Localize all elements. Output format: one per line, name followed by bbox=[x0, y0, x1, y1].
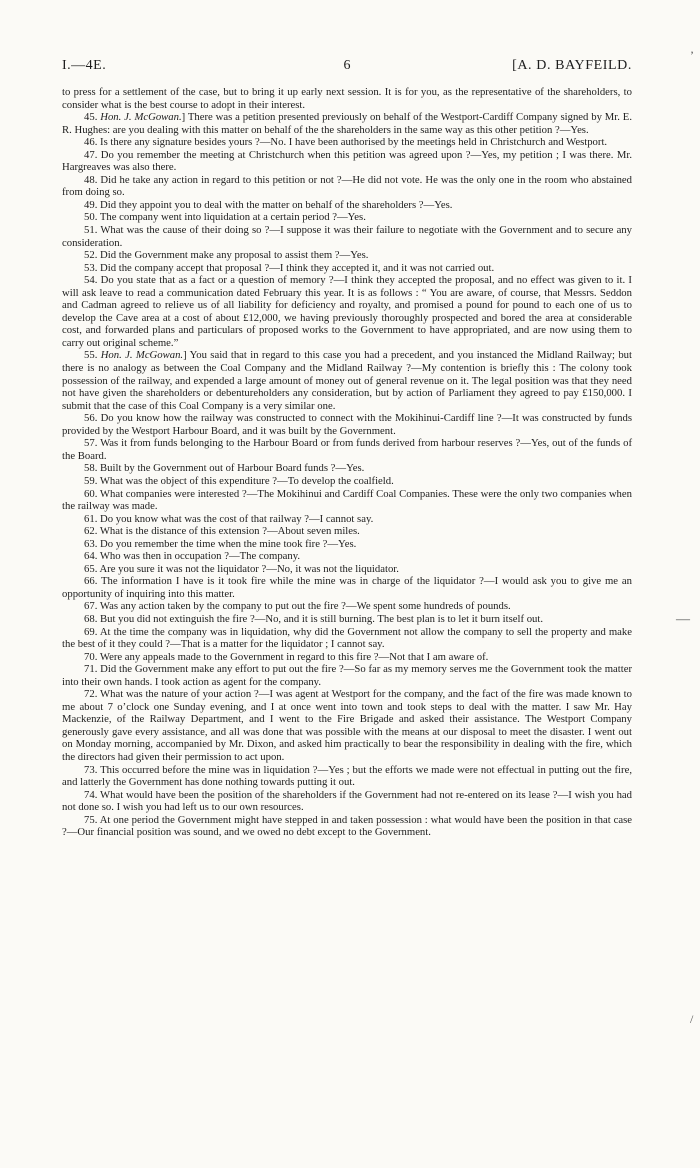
question-number: 68. bbox=[84, 612, 98, 625]
paragraph bbox=[62, 764, 632, 789]
paragraph-text: Was any action taken by the company to put out the fire ?—We spent some hundreds of pounds. bbox=[99, 600, 511, 613]
paragraph-text: Did the company accept that proposal ?—I think they accepted it, and it was not carried out. bbox=[100, 261, 495, 274]
question-number: 52. bbox=[84, 249, 98, 262]
paragraph-text: What was the cause of their doing so ?—I suppose it was their failure to negotiate with the Government and to secure any consideration. bbox=[62, 224, 632, 249]
paragraph bbox=[62, 349, 632, 412]
paragraph-text: Do you know what was the cost of that railway ?—I cannot say. bbox=[100, 512, 374, 525]
question-number: 73. bbox=[84, 763, 98, 776]
question-number: 47. bbox=[84, 148, 98, 161]
paragraph bbox=[62, 174, 632, 199]
question-number: 53. bbox=[84, 261, 98, 274]
paragraph bbox=[62, 789, 632, 814]
paragraph-text: Are you sure it was not the liquidator ?—No, it was not the liquidator. bbox=[99, 562, 399, 575]
speaker-name: Hon. J. McGowan. bbox=[100, 349, 184, 362]
paragraph-text: Did the Government make any effort to put out the fire ?—So far as my memory serves me the Government took the matter into their own hands. I took action as agent for the company. bbox=[62, 663, 633, 688]
paragraph bbox=[62, 651, 632, 664]
paragraph-text: ] You said that in regard to this case you had a precedent, and you instanced the Midland Railway; but there is no analogy as between the Coal Company and the Midland Railway ?—My contention is briefly this : The colony took possession of the railway, and expended a large amount of money out of general revenue on it. The legal position was that they need not have given the shareholders or debentureholders any consideration, but by action of Parliament they agreed to pay £150,000. I submit that the case of this Coal Company is a very similar one. bbox=[62, 349, 632, 412]
witness-name: [A. D. BAYFEILD. bbox=[512, 58, 632, 73]
paragraph bbox=[62, 249, 632, 262]
question-number: 60. bbox=[84, 487, 98, 500]
question-number: 62. bbox=[84, 525, 98, 538]
paragraph bbox=[62, 688, 632, 763]
question-number: 74. bbox=[84, 788, 98, 801]
paragraph bbox=[62, 814, 632, 839]
question-number: 69. bbox=[84, 625, 98, 638]
page-header bbox=[62, 58, 632, 86]
paragraph bbox=[62, 475, 632, 488]
document-reference: I.—4E. bbox=[62, 58, 107, 73]
paragraph-text: Do you remember the time when the mine took fire ?—Yes. bbox=[100, 537, 357, 550]
paragraph bbox=[62, 136, 632, 149]
paragraph-text: The information I have is it took fire while the mine was in charge of the liquidator ?—I would ask you to give me an opportunity of inquiring into this matter. bbox=[62, 575, 632, 600]
question-number: 65. bbox=[84, 562, 98, 575]
paragraph bbox=[62, 437, 632, 462]
paragraph-text: to press for a settlement of the case, but to bring it up early next session. It is for you, as the representative of the shareholders, to consider what is the best course to adopt in their interest. bbox=[62, 86, 632, 111]
paragraph-text: Who was then in occupation ?—The company. bbox=[99, 550, 301, 563]
paragraph-text: Was it from funds belonging to the Harbour Board or from funds derived from harbour reserves ?—Yes, out of the funds of the Board. bbox=[62, 437, 632, 462]
document-body bbox=[62, 86, 632, 839]
paragraph bbox=[62, 550, 632, 563]
paragraph bbox=[62, 626, 632, 651]
paragraph bbox=[62, 224, 632, 249]
paragraph bbox=[62, 111, 632, 136]
paragraph bbox=[62, 262, 632, 275]
paragraph-text: Do you state that as a fact or a question of memory ?—I think they accepted the proposal, and no effect was given to it. I will ask leave to read a communication dated February this year. It is as follows : “ You are aware, of course, that Messrs. Seddon and Cadman agreed to relieve us of all liability for deficiency and royalty, and promised a pound for pound to each one of us to develop the Cave area at a cost of about £12,000, we having previously thoroughly prospected and bored the area at considerable cost, and forwarded plans and particulars of proposed works to the Government to have appropriated, and are now using them to carry out original scheme.” bbox=[62, 274, 632, 349]
paragraph-text: This occurred before the mine was in liquidation ?—Yes ; but the efforts we made were not effectual in putting out the fire, and latterly the Government has done nothing towards putting it out. bbox=[62, 763, 632, 789]
paragraph-text: Is there any signature besides yours ?—No. I have been authorised by the meetings held in Christchurch and Westport. bbox=[100, 136, 608, 149]
paragraph-text: At one period the Government might have stepped in and taken possession : what would have been the position in that case ?—Our financial position was sound, and we owed no debt except to the Government. bbox=[62, 813, 632, 839]
paragraph-text: What would have been the position of the shareholders if the Government had not re-entered on its lease ?—I wish you had not done so. I wish you had left us to our own resources. bbox=[62, 788, 632, 814]
paragraph bbox=[62, 575, 632, 600]
question-number: 70. bbox=[84, 650, 98, 663]
paragraph-text: Did they appoint you to deal with the matter on behalf of the shareholders ?—Yes. bbox=[100, 198, 453, 211]
question-number: 49. bbox=[84, 198, 98, 211]
paragraph-text: Built by the Government out of Harbour Board funds ?—Yes. bbox=[100, 462, 365, 475]
question-number: 45. bbox=[84, 111, 98, 124]
question-number: 56. bbox=[84, 412, 98, 425]
paragraph-text: What companies were interested ?—The Mokihinui and Cardiff Coal Companies. These were the only two companies when the railway was made. bbox=[62, 487, 632, 513]
paragraph bbox=[62, 613, 632, 626]
paragraph bbox=[62, 149, 632, 174]
page-number: 6 bbox=[343, 58, 351, 73]
paragraph-text: But you did not extinguish the fire ?—No, and it is still burning. The best plan is to let it burn itself out. bbox=[100, 612, 544, 625]
paragraph-text: Do you remember the meeting at Christchurch when this petition was agreed upon ?—Yes, my petition ; I was there. Mr. Hargreaves was also there. bbox=[62, 148, 632, 174]
paragraph-text: Did he take any action in regard to this petition or not ?—He did not vote. He was the only one in the room who abstained from doing so. bbox=[62, 173, 632, 199]
question-number: 57. bbox=[84, 437, 98, 450]
question-number: 66. bbox=[84, 575, 98, 588]
paragraph-text: What was the nature of your action ?—I was agent at Westport for the company, and the fact of the fire was made known to me about 7 o’clock one Sunday evening, and I at once went into town and took steps to deal with the matter. I saw Mr. Hay Mackenzie, of the Railway Department, and I went to the Fire Brigade and asked their assistance. The Westport Company generously gave every assistance, and all was done that was possible with the means at our disposal to meet the disaster. I went out on Monday morning, accompanied by Mr. Dixon, and asked him practically to bear the responsibility in dealing with the fire, which the directors had given their permission to act upon. bbox=[62, 688, 632, 763]
paragraph bbox=[62, 274, 632, 349]
question-number: 58. bbox=[84, 462, 98, 475]
question-number: 75. bbox=[84, 813, 98, 826]
paragraph-text: The company went into liquidation at a certain period ?—Yes. bbox=[99, 211, 366, 224]
paragraph bbox=[62, 563, 632, 576]
margin-mark-icon: ’ bbox=[690, 48, 694, 62]
question-number: 51. bbox=[84, 224, 98, 237]
paragraph-text: What is the distance of this extension ?—About seven miles. bbox=[99, 525, 360, 538]
question-number: 63. bbox=[84, 537, 98, 550]
paragraph bbox=[62, 86, 632, 111]
paragraph-text: At the time the company was in liquidation, why did the Government not allow the company to sell the property and make the best of it they could ?—That is a matter for the liquidator ; I cannot say. bbox=[62, 625, 632, 651]
question-number: 46. bbox=[84, 136, 98, 149]
question-number: 71. bbox=[84, 663, 98, 676]
paragraph bbox=[62, 488, 632, 513]
question-number: 64. bbox=[84, 550, 98, 563]
paragraph bbox=[62, 412, 632, 437]
paragraph-text: Did the Government make any proposal to assist them ?—Yes. bbox=[100, 249, 369, 262]
question-number: 48. bbox=[84, 173, 98, 186]
paragraph bbox=[62, 663, 632, 688]
paragraph-text: Do you know how the railway was constructed to connect with the Mokihinui-Cardiff line ?—It was constructed by funds provided by the Westport Harbour Board, and it was built by the Government. bbox=[62, 412, 632, 437]
question-number: 72. bbox=[84, 688, 98, 701]
paragraph-text: ] There was a petition presented previously on behalf of the Westport-Cardiff Company signed by Mr. E. R. Hughes: are you dealing with this matter on behalf of the the shareholders in the same way as this other petition ?—Yes. bbox=[62, 111, 633, 136]
paragraph bbox=[62, 513, 632, 526]
question-number: 54. bbox=[84, 274, 98, 287]
question-number: 55. bbox=[84, 349, 98, 362]
paragraph-text: Were any appeals made to the Government in regard to this fire ?—Not that I am aware of. bbox=[99, 650, 489, 663]
paragraph bbox=[62, 600, 632, 613]
question-number: 59. bbox=[84, 474, 98, 487]
paragraph bbox=[62, 211, 632, 224]
question-number: 50. bbox=[84, 211, 98, 224]
margin-mark-icon: / bbox=[690, 1012, 694, 1026]
margin-dash-icon: — bbox=[676, 612, 690, 627]
speaker-name: Hon. J. McGowan. bbox=[100, 111, 182, 124]
paragraph bbox=[62, 538, 632, 551]
question-number: 61. bbox=[84, 512, 98, 525]
paragraph-text: What was the object of this expenditure ?—To develop the coalfield. bbox=[99, 474, 394, 487]
paragraph bbox=[62, 199, 632, 212]
paragraph bbox=[62, 462, 632, 475]
document-page bbox=[62, 58, 632, 839]
question-number: 67. bbox=[84, 600, 98, 613]
paragraph bbox=[62, 525, 632, 538]
